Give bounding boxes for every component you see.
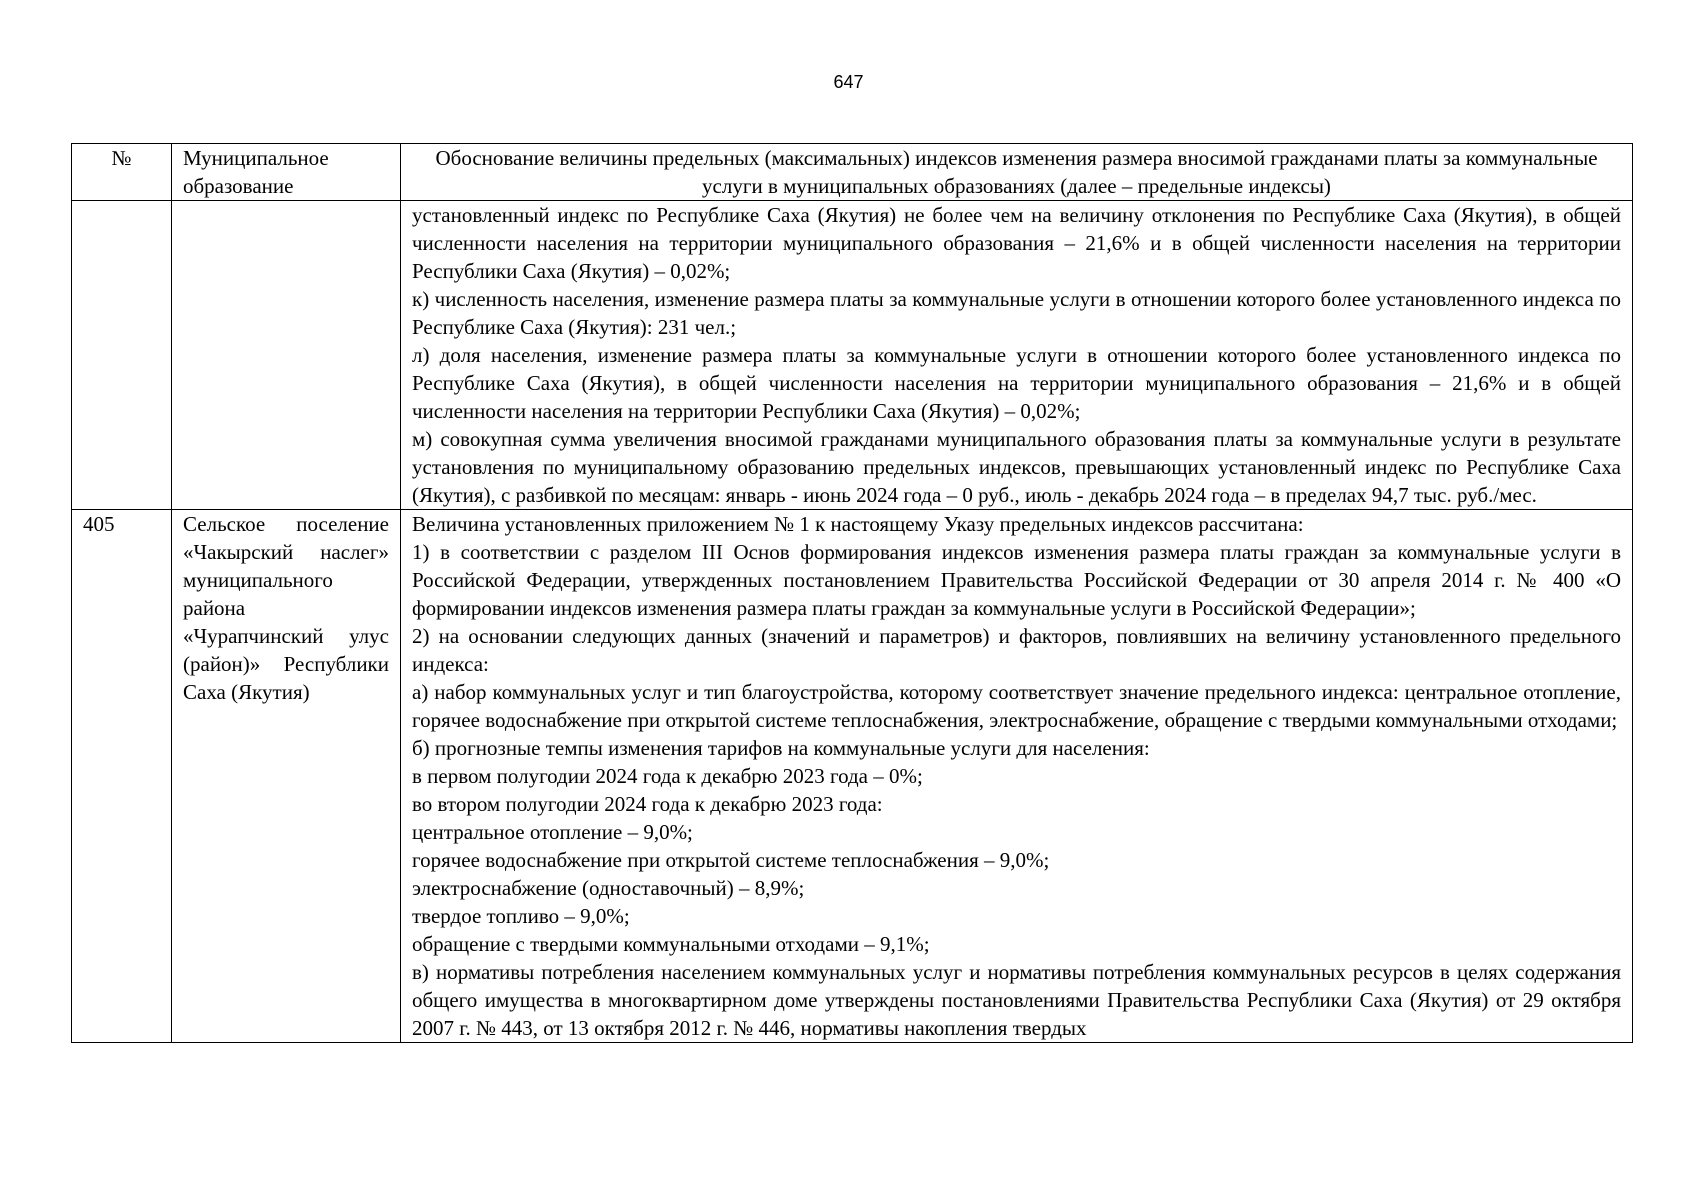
- table-header-row: [72, 144, 1633, 201]
- paragraph: л) доля населения, изменение размера платы за коммунальные услуги в отношении которого более установленного индекса по Республике Саха (Якутия), в общей численности населения на территории муниципального образования – 21,6% и в общей численности населения на территории Республики Саха (Якутия) – 0,02%;: [412, 343, 1621, 423]
- paragraph: Величина установленных приложением № 1 к настоящему Указу предельных индексов рассчитана:: [412, 512, 1304, 536]
- paragraph: установленный индекс по Республике Саха (Якутия) не более чем на величину отклонения по Республике Саха (Якутия), в общей численности населения на территории муниципального образования – 21,6% и в общей численности населения на территории Республики Саха (Якутия) – 0,02%;: [412, 203, 1621, 283]
- paragraph: обращение с твердыми коммунальными отходами – 9,1%;: [412, 932, 930, 956]
- row-number-cell: 405: [72, 510, 172, 1043]
- row-justification-cell: [401, 510, 1633, 1043]
- paragraph: в первом полугодии 2024 года к декабрю 2023 года – 0%;: [412, 764, 923, 788]
- header-number: №: [72, 144, 172, 201]
- page-number: 647: [833, 72, 864, 92]
- paragraph: 1) в соответствии с разделом III Основ формирования индексов изменения размера платы граждан за коммунальные услуги в Российской Федерации, утвержденных постановлением Правительства Российской Федерации от 30 апреля 2014 г. № 400 «О формировании индексов изменения размера платы граждан за коммунальные услуги в Российской Федерации»;: [412, 540, 1621, 620]
- row-municipality-cell: [172, 201, 401, 510]
- row-municipality-cell: Сельское поселение «Чакырский наслег» муниципального района «Чурапчинский улус (район)» Республики Саха (Якутия): [172, 510, 401, 1043]
- table-row: [72, 510, 1633, 1043]
- paragraph: б) прогнозные темпы изменения тарифов на коммунальные услуги для населения:: [412, 736, 1150, 760]
- paragraph: а) набор коммунальных услуг и тип благоустройства, которому соответствует значение предельного индекса: центральное отопление, горячее водоснабжение при открытой системе теплоснабжения, электроснабжение, обращение с твердыми коммунальными отходами;: [412, 680, 1621, 732]
- paragraph: твердое топливо – 9,0%;: [412, 904, 630, 928]
- indices-table: [71, 143, 1633, 1043]
- header-justification: Обоснование величины предельных (максимальных) индексов изменения размера вносимой гражданами платы за коммунальные услуги в муниципальных образованиях (далее – предельные индексы): [401, 144, 1633, 201]
- paragraph: к) численность населения, изменение размера платы за коммунальные услуги в отношении которого более установленного индекса по Республике Саха (Якутия): 231 чел.;: [412, 287, 1621, 339]
- paragraph: центральное отопление – 9,0%;: [412, 820, 693, 844]
- paragraph: во втором полугодии 2024 года к декабрю 2023 года:: [412, 792, 883, 816]
- paragraph: м) совокупная сумма увеличения вносимой гражданами муниципального образования платы за коммунальные услуги в результате установления по муниципальному образованию предельных индексов, превышающих установленный индекс по Республике Саха (Якутия), с разбивкой по месяцам: январь - июнь 2024 года – 0 руб., июль - декабрь 2024 года – в пределах 94,7 тыс. руб./мес.: [412, 427, 1621, 507]
- row-justification-cell: [401, 201, 1633, 510]
- paragraph: электроснабжение (одноставочный) – 8,9%;: [412, 876, 805, 900]
- paragraph: в) нормативы потребления населением коммунальных услуг и нормативы потребления коммунальных ресурсов в целях содержания общего имущества в многоквартирном доме утверждены постановлениями Правительства Республики Саха (Якутия) от 29 октября 2007 г. № 443, от 13 октября 2012 г. № 446, нормативы накопления твердых: [412, 960, 1621, 1040]
- table-row: [72, 201, 1633, 510]
- header-municipality: Муниципальное образование: [172, 144, 401, 201]
- row-number-cell: [72, 201, 172, 510]
- paragraph: 2) на основании следующих данных (значений и параметров) и факторов, повлиявших на величину установленного предельного индекса:: [412, 624, 1621, 676]
- paragraph: горячее водоснабжение при открытой системе теплоснабжения – 9,0%;: [412, 848, 1050, 872]
